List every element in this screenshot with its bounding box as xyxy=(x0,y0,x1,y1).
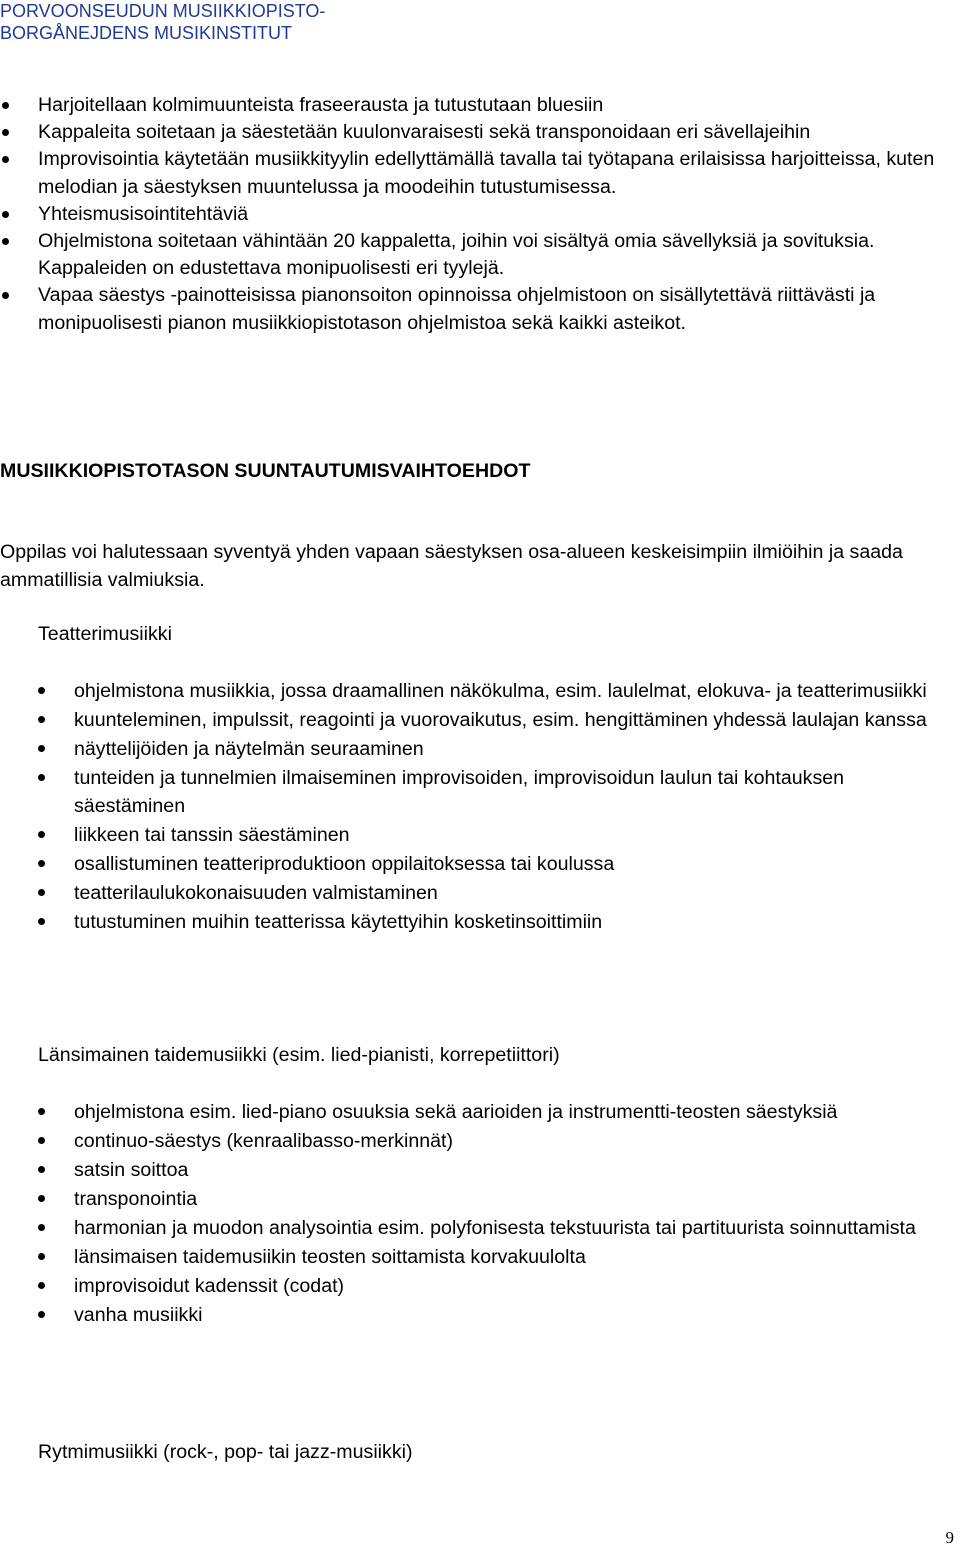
bullet-icon xyxy=(38,1195,45,1202)
bullet-icon xyxy=(38,1253,45,1260)
bullet-icon xyxy=(2,238,9,245)
bullet-icon xyxy=(38,1108,45,1115)
bullet-icon xyxy=(38,1137,45,1144)
lansimainen-taidemusiikki-list xyxy=(0,1098,945,1330)
list-item xyxy=(0,1272,945,1300)
list-item-text: satsin soittoa xyxy=(74,1159,189,1181)
list-item-text: teatterilaulukokonaisuuden valmistaminen xyxy=(74,882,438,904)
bullet-icon xyxy=(38,774,45,781)
page-number: 9 xyxy=(945,1528,954,1547)
list-item xyxy=(0,908,945,936)
bullet-icon xyxy=(2,129,9,136)
list-item-text: kuunteleminen, impulssit, reagointi ja vuorovaikutus, esim. hengittäminen yhdessä laulajan kanssa xyxy=(74,709,927,731)
list-item-text: vanha musiikki xyxy=(74,1304,203,1326)
list-item-text: länsimaisen taidemusiikin teosten soittamista korvakuulolta xyxy=(74,1246,586,1268)
bullet-icon xyxy=(2,102,9,109)
list-item-text: Ohjelmistona soitetaan vähintään 20 kappaletta, joihin voi sisältyä omia sävellyksiä ja sovituksia. Kappaleiden on edustettava monipuolisesti eri tyylejä. xyxy=(38,230,875,280)
list-item-text: Improvisointia käytetään musiikkityylin edellyttämällä tavalla tai työtapana erilaisissa harjoitteissa, kuten melodian ja säestyksen muuntelussa ja moodeihin tutustumisessa. xyxy=(38,148,935,198)
teatterimusiikki-list xyxy=(0,677,945,937)
list-item-text: ohjelmistona esim. lied-piano osuuksia sekä aarioiden ja instrumentti-teosten säestyksiä xyxy=(74,1101,838,1123)
list-item-text: näyttelijöiden ja näytelmän seuraaminen xyxy=(74,738,424,760)
bullet-icon xyxy=(38,860,45,867)
list-item xyxy=(0,1156,945,1184)
list-item-text: Yhteismusisointitehtäviä xyxy=(38,202,249,225)
bullet-icon xyxy=(38,1282,45,1289)
header-institution-line-1: PORVOONSEUDUN MUSIIKKIOPISTO- xyxy=(0,1,326,21)
bullet-icon xyxy=(38,889,45,896)
bullet-icon xyxy=(38,716,45,723)
bullet-icon xyxy=(38,918,45,925)
list-item xyxy=(0,1243,945,1271)
list-item xyxy=(0,119,945,146)
list-item-text: harmonian ja muodon analysointia esim. polyfonisesta tekstuurista tai partituurista soinnuttamista xyxy=(74,1217,916,1239)
bullet-icon xyxy=(38,745,45,752)
subsection-title-teatterimusiikki: Teatterimusiikki xyxy=(38,623,172,645)
section-intro-paragraph: Oppilas voi halutessaan syventyä yhden vapaan säestyksen osa-alueen keskeisimpiin ilmiöihin ja saada ammatillisia valmiuksia. xyxy=(0,541,903,591)
list-item xyxy=(0,92,945,119)
bullet-icon xyxy=(38,831,45,838)
subsection-title-lansimainen-taidemusiikki: Länsimainen taidemusiikki (esim. lied-pianisti, korrepetiittori) xyxy=(38,1044,560,1066)
header-institution-line-2: BORGÅNEJDENS MUSIKINSTITUT xyxy=(0,23,293,43)
list-item xyxy=(0,821,945,849)
list-item-text: tunteiden ja tunnelmien ilmaiseminen improvisoiden, improvisoidun laulun tai kohtauksen säestäminen xyxy=(74,767,845,817)
bullet-icon xyxy=(2,211,9,218)
list-item xyxy=(0,1185,945,1213)
list-item xyxy=(0,879,945,907)
bullet-icon xyxy=(38,1166,45,1173)
list-item xyxy=(0,764,945,820)
list-item-text: transponointia xyxy=(74,1188,198,1210)
list-item-text: Vapaa säestys -painotteisissa pianonsoiton opinnoissa ohjelmistoon on sisällytettävä riittävästi ja monipuolisesti pianon musiikkiopistotason ohjelmistoa sekä kaikki asteikot. xyxy=(38,284,876,334)
list-item xyxy=(0,850,945,878)
list-item xyxy=(0,201,945,228)
list-item xyxy=(0,228,945,282)
list-item xyxy=(0,677,945,705)
list-item-text: ohjelmistona musiikkia, jossa draamallinen näkökulma, esim. laulelmat, elokuva- ja teatterimusiikki xyxy=(74,680,927,702)
list-item xyxy=(0,706,945,734)
bullet-icon xyxy=(2,292,9,299)
bullet-icon xyxy=(38,1311,45,1318)
bullet-icon xyxy=(2,156,9,163)
list-item xyxy=(0,1214,945,1242)
list-item xyxy=(0,1127,945,1155)
list-item-text: liikkeen tai tanssin säestäminen xyxy=(74,824,350,846)
list-item-text: tutustuminen muihin teatterissa käytettyihin kosketinsoittimiin xyxy=(74,911,603,933)
list-item xyxy=(0,282,945,336)
list-item-text: osallistuminen teatteriproduktioon oppilaitoksessa tai koulussa xyxy=(74,853,615,875)
list-item xyxy=(0,146,945,200)
list-item-text: Harjoitellaan kolmimuunteista fraseerausta ja tutustutaan bluesiin xyxy=(38,94,604,116)
list-item xyxy=(0,1301,945,1329)
list-item-text: Kappaleita soitetaan ja säestetään kuulonvaraisesti sekä transponoidaan eri sävellajeihin xyxy=(38,121,811,144)
intro-bullet-list xyxy=(0,92,945,337)
list-item xyxy=(0,1098,945,1126)
subsection-title-rytmimusiikki: Rytmimusiikki (rock-, pop- tai jazz-musiikki) xyxy=(38,1441,413,1463)
section-heading: MUSIIKKIOPISTOTASON SUUNTAUTUMISVAIHTOEHDOT xyxy=(0,460,531,482)
page-header xyxy=(0,0,960,48)
bullet-icon xyxy=(38,687,45,694)
bullet-icon xyxy=(38,1224,45,1231)
list-item-text: continuo-säestys (kenraalibasso-merkinnät) xyxy=(74,1130,453,1152)
list-item-text: improvisoidut kadenssit (codat) xyxy=(74,1275,345,1297)
list-item xyxy=(0,735,945,763)
